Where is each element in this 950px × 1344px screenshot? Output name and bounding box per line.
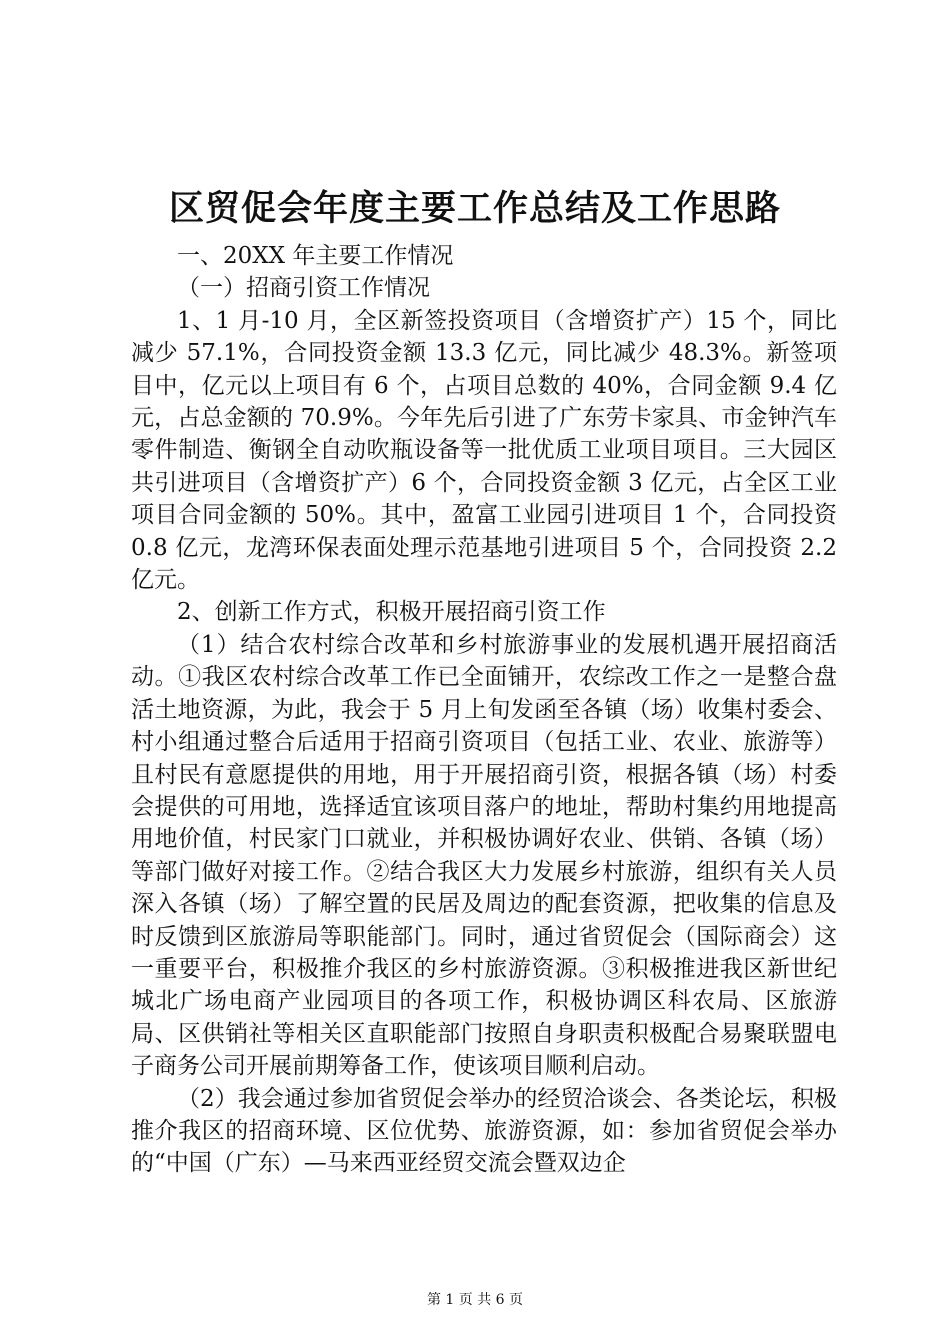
paragraph: （1）结合农村综合改革和乡村旅游事业的发展机遇开展招商活动。①我区农村综合改革工作已全面铺开，农综改工作之一是整合盘活土地资源，为此，我会于 5 月上旬发函至各镇（场）收集村委会、村小组通过整合后适用于招商引资项目（包括工业、农业、旅游等）且村民有意愿提供的用地，用于开展招商引资，根据各镇（场）村委会提供的可用地，选择适宜该项目落户的地址，帮助村集约用地提高用地价值，村民家门口就业，并积极协调好农业、供销、各镇（场）等部门做好对接工作。②结合我区大力发展乡村旅游，组织有关人员深入各镇（场）了解空置的民居及周边的配套资源，把收集的信息及时反馈到区旅游局等职能部门。同时，通过省贸促会（国际商会）这一重要平台，积极推介我区的乡村旅游资源。③积极推进我区新世纪城北广场电商产业园项目的各项工作，积极协调区科农局、区旅游局、区供销社等相关区直职能部门按照自身职责积极配合易聚联盟电子商务公司开展前期筹备工作，使该项目顺利启动。 xyxy=(131,631,837,1080)
document-body xyxy=(131,240,837,1180)
section-heading: 一、20XX 年主要工作情况 xyxy=(177,243,454,269)
document-title: 区贸促会年度主要工作总结及工作思路 xyxy=(168,189,781,229)
paragraph: （2）我会通过参加省贸促会举办的经贸洽谈会、各类论坛，积极推介我区的招商环境、区位优势、旅游资源，如：参加省贸促会举办的“中国（广东）—马来西亚经贸交流会暨双边企 xyxy=(131,1085,837,1177)
paragraph: 1、1 月-10 月，全区新签投资项目（含增资扩产）15 个，同比减少 57.1%，合同投资金额 13.3 亿元，同比减少 48.3%。新签项目中，亿元以上项目有 6 个，占项目总数的 40%，合同金额 9.4 亿元，占总金额的 70.9%。今年先后引进了广东劳卡家具、市金钟汽车零件制造、衡钢全自动吹瓶设备等一批优质工业项目项目。三大园区共引进项目（含增资扩产）6 个，合同投资金额 3 亿元，占全区工业项目合同金额的 50%。其中，盈富工业园引进项目 1 个，合同投资 0.8 亿元，龙湾环保表面处理示范基地引进项目 5 个，合同投资 2.2 亿元。 xyxy=(131,307,837,594)
page-footer: 第 1 页 共 6 页 xyxy=(426,1292,524,1308)
subsection-heading: （一）招商引资工作情况 xyxy=(177,275,430,302)
paragraph-heading: 2、创新工作方式，积极开展招商引资工作 xyxy=(177,599,606,626)
